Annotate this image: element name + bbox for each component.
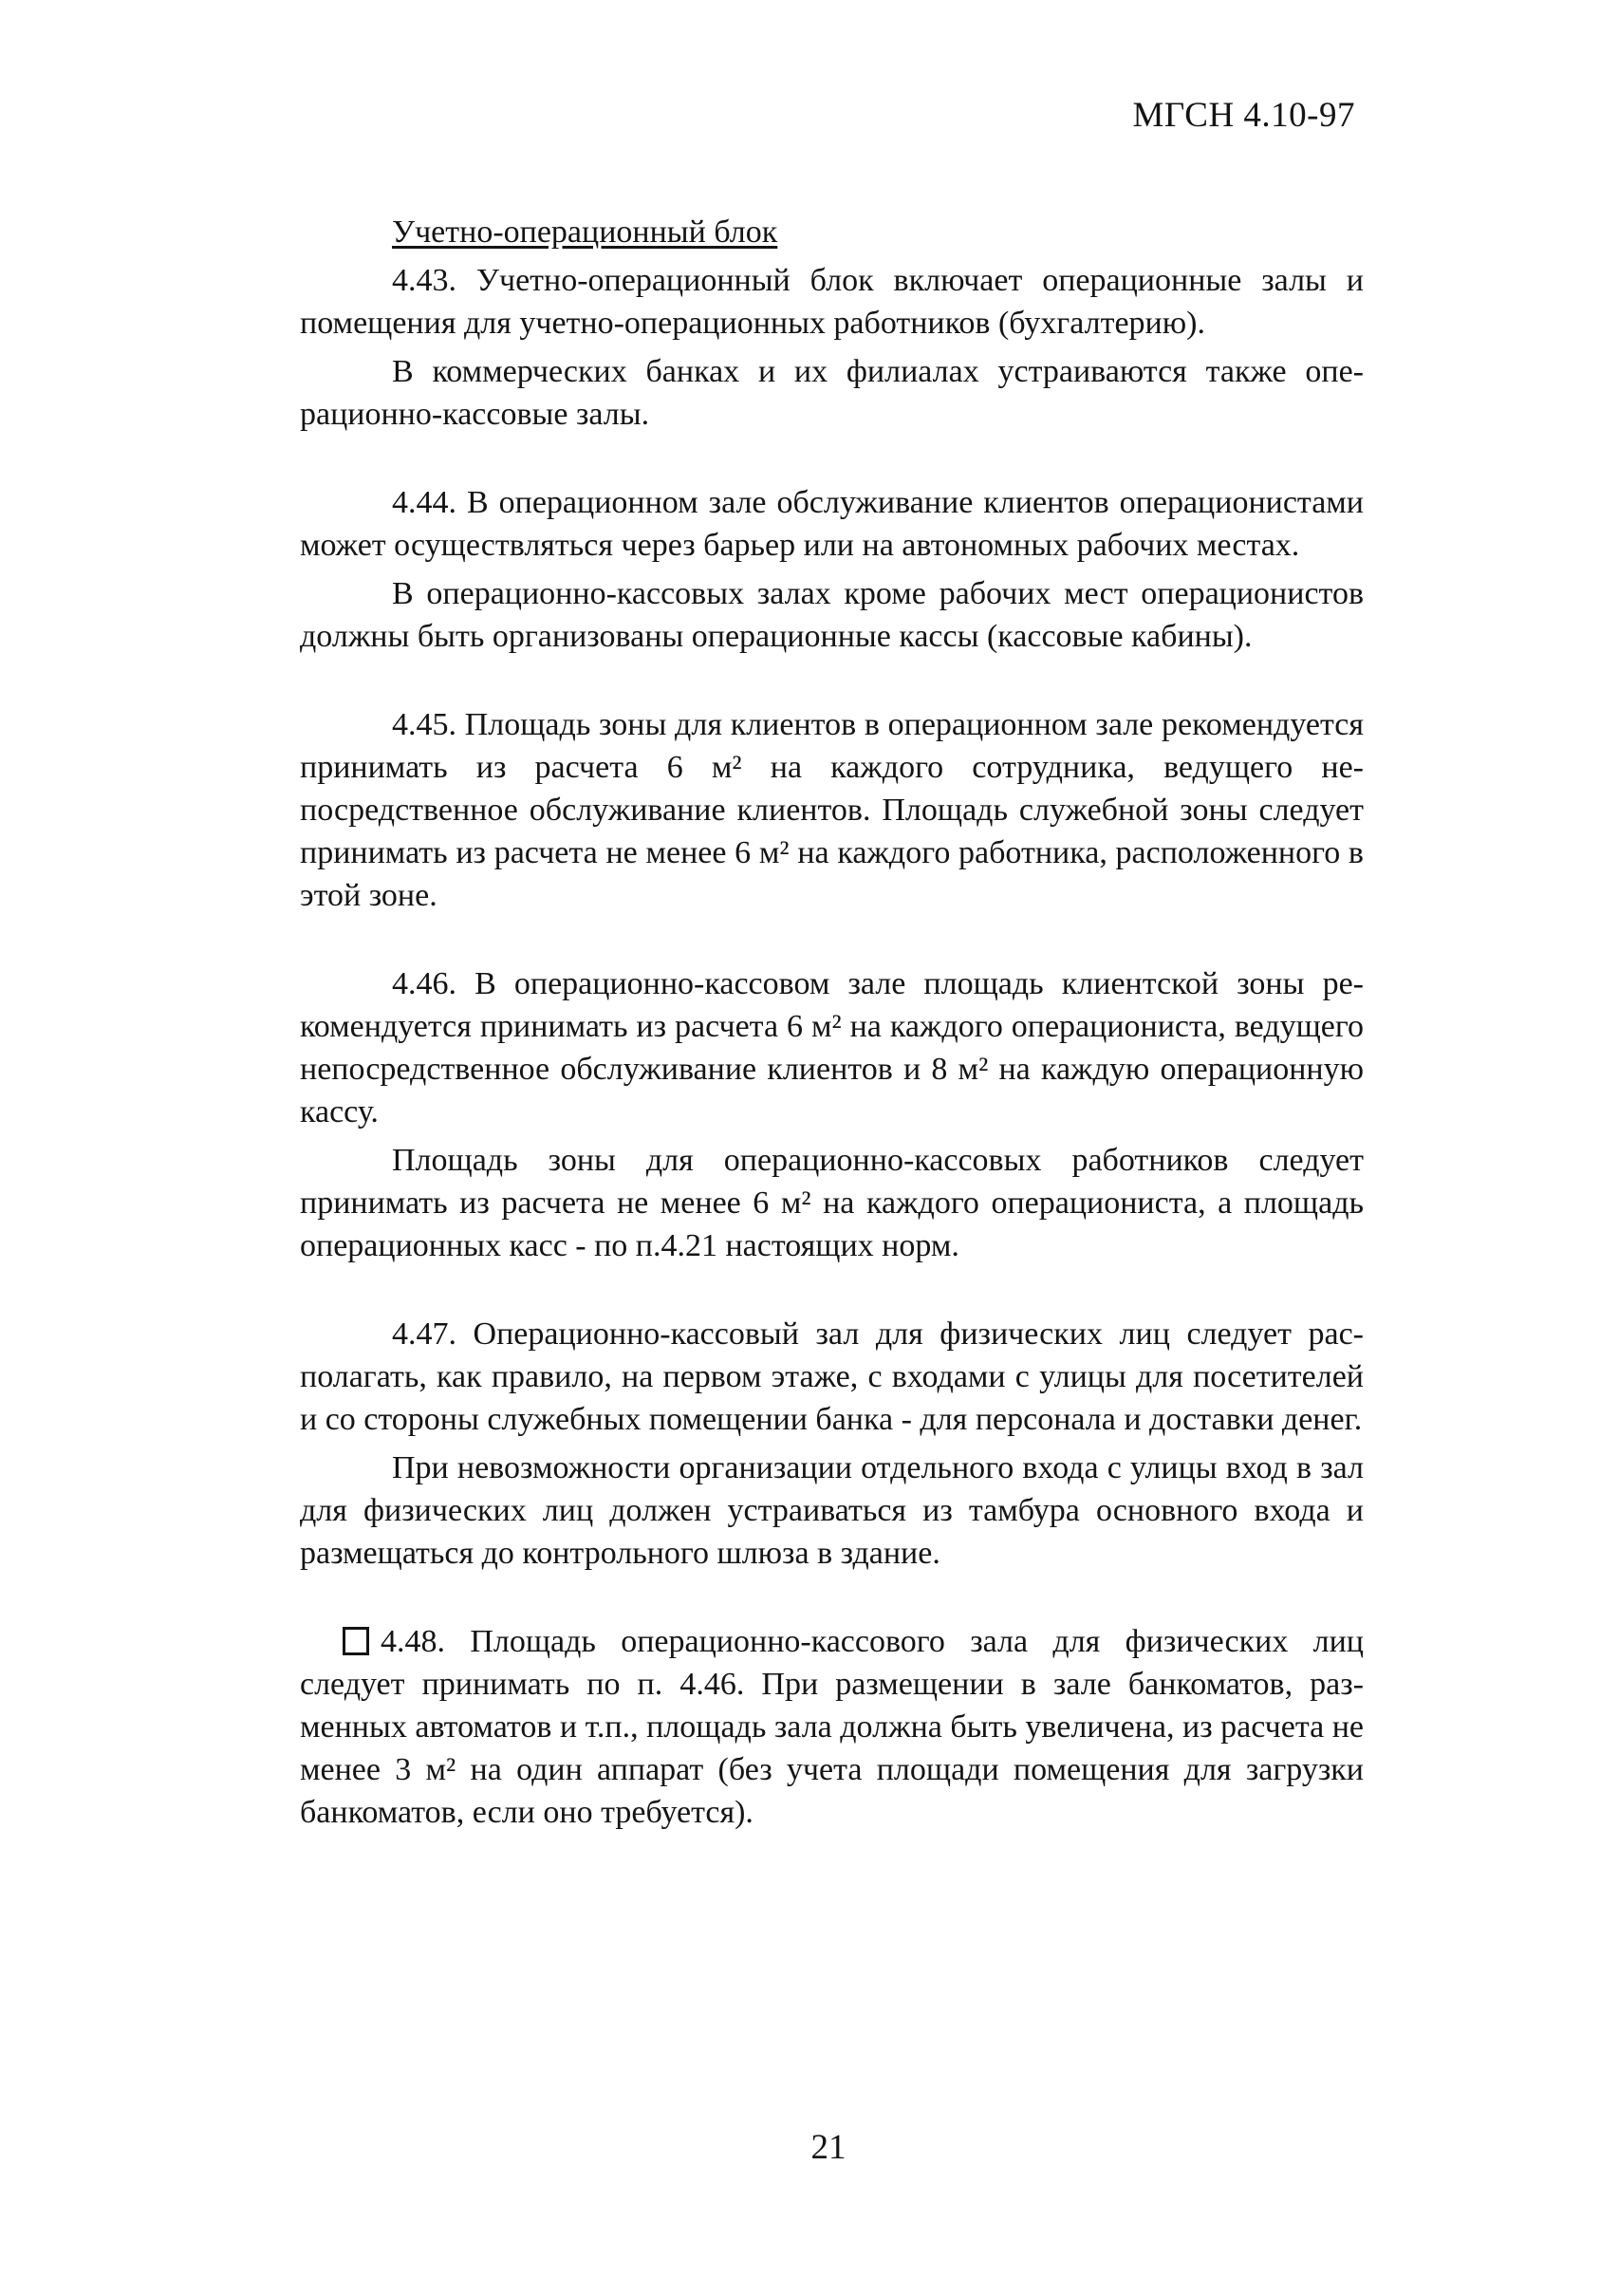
clause-4-47: 4.47. Операционно-кассовый зал для физических лиц следует располагать, как правило, на первом этаже, с входами с улицы для посетителей и со стороны служебных помещении банка - для персонала и доставки денег. [300,1316,1364,1437]
clause-4-44-continuation: В операционно-кассовых залах кроме рабочих мест операционистов должны быть организованы операционные кассы (кассовые кабины). [300,576,1364,654]
clause-4-47-continuation: При невозможности организации отдельного входа с улицы вход в зал для физических лиц должен устраиваться из тамбура основного входа и размещаться до контрольного шлюза в здание. [300,1450,1364,1571]
clause-4-48-text: 4.48. Площадь операционно-кассового зала для физических лиц следует принимать по п. 4.46. При размещении в зале банкоматов, разменных автоматов и т.п., площадь зала должна быть увеличена, из расчета не менее 3 м² на один аппарат (без учета площади помещения для загрузки банкоматов, если оно требуется). [300,1624,1364,1830]
document-code: МГСН 4.10-97 [1132,96,1355,135]
clause-4-45: 4.45. Площадь зоны для клиентов в операционном зале рекомендуется принимать из расчета 6 м² на каждого сотрудника, ведущего непосредственное обслуживание клиентов. Площадь служебной зоны следует принимать из расчета не менее 6 м² на каждого работника, расположенного в этой зоне. [300,707,1364,913]
clause-4-43-continuation: В коммерческих банках и их филиалах устраиваются также операционно-кассовые залы. [300,354,1364,432]
section-title: Учетно-операционный блок [392,215,778,250]
clause-4-44: 4.44. В операционном зале обслуживание клиентов операционистами может осуществляться через барьер или на автономных рабочих местах. [300,485,1364,563]
page-body [300,211,1364,1834]
page-number: 21 [810,2128,847,2167]
clause-4-46: 4.46. В операционно-кассовом зале площадь клиентской зоны рекомендуется принимать из расчета 6 м² на каждого операциониста, ведущего непосредственное обслуживание клиентов и 8 м² на каждую операционную кассу. [300,966,1364,1129]
checkbox-square-icon [343,1627,369,1655]
clause-4-46-continuation: Площадь зоны для операционно-кассовых работников следует принимать из расчета не менее 6 м² на каждого операциониста, а площадь операционных касс - по п.4.21 настоящих норм. [300,1143,1364,1263]
clause-4-48 [300,1620,1364,1834]
clause-4-43: 4.43. Учетно-операционный блок включает операционные залы и помещения для учетно-операционных работников (бухгалтерию). [300,263,1364,341]
